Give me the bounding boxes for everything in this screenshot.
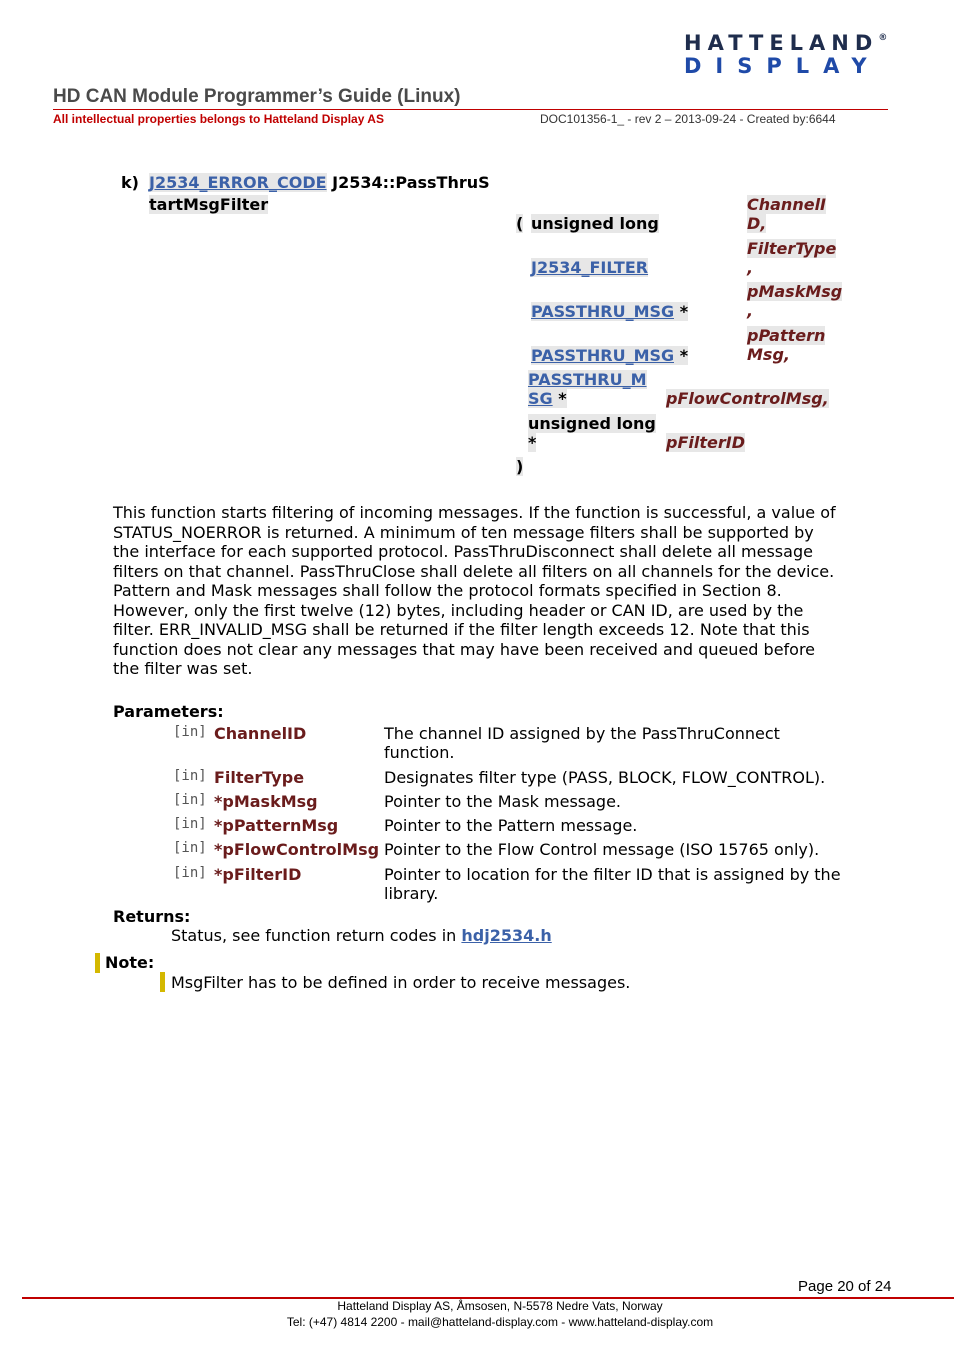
param-name: ChannelID — [214, 724, 307, 743]
return-type-link[interactable]: J2534_ERROR_CODE — [149, 173, 327, 192]
arg5-type: PASSTHRU_M SG * — [528, 370, 647, 408]
param-direction-tag: [in] — [173, 816, 207, 832]
arg1-type: unsigned long — [531, 214, 659, 233]
arg1-param: ChannelI D, — [747, 195, 826, 233]
note-text: MsgFilter has to be defined in order to receive messages. — [171, 973, 631, 992]
arg4-type: PASSTHRU_MSG * — [531, 346, 689, 365]
arg6-param: pFilterID — [666, 433, 745, 452]
param-name: *pFilterID — [214, 865, 302, 884]
returns-heading: Returns: — [113, 907, 191, 926]
returns-text: Status, see function return codes in hdj2534.h — [171, 926, 552, 945]
arg6-type: unsigned long * — [528, 414, 656, 452]
param-name: FilterType — [214, 768, 305, 787]
header-divider — [53, 109, 888, 110]
param-direction-tag: [in] — [173, 724, 207, 740]
arg5-param: pFlowControlMsg, — [666, 389, 829, 408]
item-label: k) — [121, 173, 139, 192]
passthru-msg-link[interactable]: PASSTHRU_MSG — [531, 346, 675, 365]
param-description: Pointer to location for the filter ID that is assigned by the library. — [384, 865, 841, 903]
arg3-param: pMaskMsg , — [747, 282, 843, 320]
param-direction-tag: [in] — [173, 840, 207, 856]
footer-contact: Tel: (+47) 4814 2200 - mail@hatteland-display.com - www.hatteland-display.com — [286, 1315, 714, 1329]
function-name-part2: tartMsgFilter — [149, 195, 269, 214]
passthru-msg-link[interactable]: PASSTHRU_MSG — [531, 302, 675, 321]
page-number: Page 20 of 24 — [798, 1278, 892, 1295]
passthru-msg-link[interactable]: SG — [528, 389, 553, 408]
note-change-marker — [95, 953, 100, 973]
param-direction-tag: [in] — [173, 865, 207, 881]
ip-notice: All intellectual properties belongs to Hatteland Display AS — [53, 112, 384, 126]
param-name: *pMaskMsg — [214, 792, 318, 811]
function-name-part1: J2534::PassThruS — [332, 173, 490, 192]
note-heading: Note: — [105, 953, 155, 972]
param-description: Pointer to the Mask message. — [384, 792, 622, 811]
arg2-param: FilterType , — [747, 239, 837, 277]
parameters-heading: Parameters: — [113, 702, 224, 721]
arg4-param: pPattern Msg, — [747, 326, 826, 364]
company-logo-bottom: DISPLAY — [684, 54, 881, 78]
arg2-type — [531, 258, 648, 277]
signature-return-line — [149, 173, 490, 192]
footer-address: Hatteland Display AS, Åmsosen, N-5578 Nedre Vats, Norway — [337, 1299, 663, 1313]
signature-open-paren: ( — [516, 214, 524, 233]
hdj2534-header-link[interactable]: hdj2534.h — [461, 926, 552, 945]
param-description: Pointer to the Pattern message. — [384, 816, 638, 835]
param-description: Pointer to the Flow Control message (ISO 15765 only). — [384, 840, 820, 859]
document-title: HD CAN Module Programmer’s Guide (Linux) — [53, 86, 461, 107]
arg3-type: PASSTHRU_MSG * — [531, 302, 689, 321]
note-change-marker — [160, 972, 165, 992]
document-id: DOC101356-1_ - rev 2 – 2013-09-24 - Created by:6644 — [540, 112, 836, 126]
j2534-filter-link[interactable]: J2534_FILTER — [531, 258, 649, 277]
company-logo-top: HATTELAND® — [684, 31, 888, 55]
param-description: Designates filter type (PASS, BLOCK, FLOW_CONTROL). — [384, 768, 826, 787]
function-description: This function starts filtering of incoming messages. If the function is successful, a value of STATUS_NOERROR is returned. A minimum of ten message filters shall be supported by the interface for each supported protocol. PassThruDisconnect shall delete all message filters on that channel. PassThruClose shall delete all filters on all channels for the device. Pattern and Mask messages shall follow the protocol formats specified in Section 8. However, only the first twelve (12) bytes, including header or CAN ID, are used by the filter. ERR_INVALID_MSG shall be returned if the filter length exceeds 12. Note that this function does not clear any messages that may have been received and queued before the filter was set. — [113, 503, 836, 678]
param-direction-tag: [in] — [173, 768, 207, 784]
passthru-msg-link[interactable]: PASSTHRU_M — [528, 370, 647, 389]
param-direction-tag: [in] — [173, 792, 207, 808]
param-name: *pPatternMsg — [214, 816, 339, 835]
param-name: *pFlowControlMsg — [214, 840, 380, 859]
signature-close-paren: ) — [516, 457, 524, 476]
param-description: The channel ID assigned by the PassThruConnect function. — [384, 724, 780, 762]
